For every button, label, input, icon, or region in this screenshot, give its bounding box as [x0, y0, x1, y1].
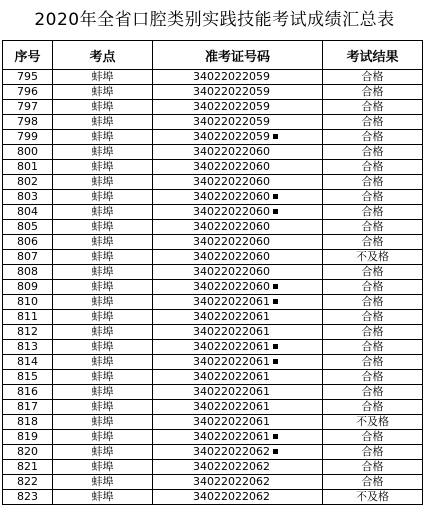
- cell-number: 815: [3, 370, 53, 385]
- cell-site: 蚌埠: [53, 280, 153, 295]
- cell-number: 821: [3, 460, 53, 475]
- cell-site: 蚌埠: [53, 355, 153, 370]
- exam-id-text: 34022022060: [193, 220, 270, 233]
- exam-id-text: 34022022061: [193, 385, 270, 398]
- cell-site: 蚌埠: [53, 295, 153, 310]
- table-row: [3, 220, 423, 235]
- cell-number: 818: [3, 415, 53, 430]
- results-sheet: [0, 40, 429, 503]
- cell-result: 合格: [323, 385, 423, 400]
- redaction-mark: [273, 134, 278, 139]
- cell-number: 812: [3, 325, 53, 340]
- table-row: [3, 115, 423, 130]
- exam-id-text: 34022022059: [193, 100, 270, 113]
- table-row: [3, 70, 423, 85]
- table-row: [3, 190, 423, 205]
- cell-exam-id: [153, 490, 323, 505]
- cell-site: 蚌埠: [53, 340, 153, 355]
- exam-id-text: 34022022060: [193, 145, 270, 158]
- cell-result: 合格: [323, 280, 423, 295]
- cell-site: 蚌埠: [53, 325, 153, 340]
- table-row: [3, 280, 423, 295]
- table-row: [3, 385, 423, 400]
- exam-id-text: 34022022060: [193, 235, 270, 248]
- redaction-mark: [273, 194, 278, 199]
- exam-id-text: 34022022059: [193, 115, 270, 128]
- cell-number: 807: [3, 250, 53, 265]
- cell-site: 蚌埠: [53, 160, 153, 175]
- table-row: [3, 415, 423, 430]
- redaction-mark: [273, 434, 278, 439]
- cell-result: 合格: [323, 265, 423, 280]
- cell-exam-id: [153, 370, 323, 385]
- table-row: [3, 100, 423, 115]
- cell-number: 811: [3, 310, 53, 325]
- cell-number: 805: [3, 220, 53, 235]
- cell-exam-id: [153, 430, 323, 445]
- col-header-result: 考试结果: [323, 41, 423, 70]
- cell-site: 蚌埠: [53, 205, 153, 220]
- cell-number: 800: [3, 145, 53, 160]
- table-row: [3, 265, 423, 280]
- page-title: 2020年全省口腔类别实践技能考试成绩汇总表: [34, 10, 395, 30]
- redaction-mark: [273, 344, 278, 349]
- cell-exam-id: [153, 220, 323, 235]
- cell-exam-id: [153, 160, 323, 175]
- cell-number: 804: [3, 205, 53, 220]
- table-row: [3, 400, 423, 415]
- exam-id-text: 34022022062: [193, 490, 270, 503]
- cell-site: 蚌埠: [53, 430, 153, 445]
- cell-site: 蚌埠: [53, 100, 153, 115]
- table-row: [3, 295, 423, 310]
- cell-number: 823: [3, 490, 53, 505]
- cell-result: 合格: [323, 130, 423, 145]
- col-header-site: 考点: [53, 41, 153, 70]
- exam-id-text: 34022022061: [193, 325, 270, 338]
- cell-exam-id: [153, 130, 323, 145]
- header-row: [3, 41, 423, 70]
- cell-site: 蚌埠: [53, 145, 153, 160]
- exam-id-text: 34022022059: [193, 85, 270, 98]
- cell-site: 蚌埠: [53, 175, 153, 190]
- exam-id-text: 34022022060: [193, 280, 270, 293]
- cell-site: 蚌埠: [53, 70, 153, 85]
- redaction-mark: [273, 209, 278, 214]
- cell-result: 合格: [323, 220, 423, 235]
- table-row: [3, 130, 423, 145]
- cell-result: 合格: [323, 340, 423, 355]
- exam-id-text: 34022022060: [193, 190, 270, 203]
- cell-number: 822: [3, 475, 53, 490]
- cell-site: 蚌埠: [53, 385, 153, 400]
- cell-site: 蚌埠: [53, 400, 153, 415]
- table-row: [3, 205, 423, 220]
- cell-result: 合格: [323, 145, 423, 160]
- cell-exam-id: [153, 190, 323, 205]
- exam-id-text: 34022022062: [193, 445, 270, 458]
- cell-exam-id: [153, 310, 323, 325]
- cell-number: 817: [3, 400, 53, 415]
- cell-exam-id: [153, 145, 323, 160]
- exam-id-text: 34022022060: [193, 160, 270, 173]
- table-row: [3, 325, 423, 340]
- cell-result: 合格: [323, 445, 423, 460]
- exam-id-text: 34022022061: [193, 370, 270, 383]
- cell-exam-id: [153, 265, 323, 280]
- cell-exam-id: [153, 280, 323, 295]
- cell-number: 806: [3, 235, 53, 250]
- cell-site: 蚌埠: [53, 460, 153, 475]
- cell-site: 蚌埠: [53, 130, 153, 145]
- table-row: [3, 370, 423, 385]
- cell-result: 合格: [323, 160, 423, 175]
- cell-exam-id: [153, 400, 323, 415]
- cell-number: 816: [3, 385, 53, 400]
- cell-site: 蚌埠: [53, 490, 153, 505]
- cell-exam-id: [153, 445, 323, 460]
- cell-number: 799: [3, 130, 53, 145]
- cell-exam-id: [153, 415, 323, 430]
- exam-id-text: 34022022062: [193, 475, 270, 488]
- cell-site: 蚌埠: [53, 265, 153, 280]
- cell-exam-id: [153, 205, 323, 220]
- cell-exam-id: [153, 70, 323, 85]
- cell-site: 蚌埠: [53, 235, 153, 250]
- exam-id-text: 34022022060: [193, 265, 270, 278]
- table-row: [3, 175, 423, 190]
- table-row: [3, 355, 423, 370]
- table-row: [3, 310, 423, 325]
- cell-exam-id: [153, 460, 323, 475]
- col-header-exam-id: 准考证号码: [153, 41, 323, 70]
- redaction-mark: [273, 284, 278, 289]
- cell-result: 合格: [323, 205, 423, 220]
- exam-id-text: 34022022060: [193, 250, 270, 263]
- results-table: [2, 40, 423, 505]
- cell-exam-id: [153, 355, 323, 370]
- exam-id-text: 34022022061: [193, 310, 270, 323]
- table-row: [3, 160, 423, 175]
- cell-number: 801: [3, 160, 53, 175]
- exam-id-text: 34022022059: [193, 70, 270, 83]
- table-row: [3, 85, 423, 100]
- exam-id-text: 34022022061: [193, 340, 270, 353]
- cell-number: 810: [3, 295, 53, 310]
- cell-result: 合格: [323, 190, 423, 205]
- cell-site: 蚌埠: [53, 415, 153, 430]
- cell-exam-id: [153, 340, 323, 355]
- cell-site: 蚌埠: [53, 310, 153, 325]
- col-header-number: 序号: [3, 41, 53, 70]
- redaction-mark: [273, 449, 278, 454]
- cell-result: 合格: [323, 430, 423, 445]
- cell-site: 蚌埠: [53, 475, 153, 490]
- cell-site: 蚌埠: [53, 220, 153, 235]
- table-row: [3, 490, 423, 505]
- cell-result: 合格: [323, 355, 423, 370]
- exam-id-text: 34022022060: [193, 175, 270, 188]
- cell-result: 合格: [323, 100, 423, 115]
- table-body: [3, 70, 423, 505]
- cell-exam-id: [153, 475, 323, 490]
- exam-id-text: 34022022061: [193, 400, 270, 413]
- cell-result: 合格: [323, 400, 423, 415]
- cell-number: 796: [3, 85, 53, 100]
- table-row: [3, 430, 423, 445]
- cell-number: 798: [3, 115, 53, 130]
- exam-id-text: 34022022062: [193, 460, 270, 473]
- table-row: [3, 475, 423, 490]
- table-row: [3, 145, 423, 160]
- cell-result: 合格: [323, 175, 423, 190]
- table-row: [3, 460, 423, 475]
- cell-exam-id: [153, 295, 323, 310]
- table-row: [3, 250, 423, 265]
- cell-number: 819: [3, 430, 53, 445]
- cell-result: 合格: [323, 70, 423, 85]
- cell-site: 蚌埠: [53, 115, 153, 130]
- cell-exam-id: [153, 325, 323, 340]
- cell-result: 合格: [323, 475, 423, 490]
- cell-exam-id: [153, 175, 323, 190]
- cell-number: 814: [3, 355, 53, 370]
- cell-site: 蚌埠: [53, 85, 153, 100]
- cell-number: 808: [3, 265, 53, 280]
- cell-result: 不及格: [323, 250, 423, 265]
- cell-result: 合格: [323, 370, 423, 385]
- cell-site: 蚌埠: [53, 190, 153, 205]
- cell-site: 蚌埠: [53, 250, 153, 265]
- cell-exam-id: [153, 385, 323, 400]
- cell-exam-id: [153, 235, 323, 250]
- cell-exam-id: [153, 115, 323, 130]
- cell-result: 合格: [323, 460, 423, 475]
- cell-exam-id: [153, 85, 323, 100]
- table-row: [3, 340, 423, 355]
- cell-result: 不及格: [323, 490, 423, 505]
- cell-number: 813: [3, 340, 53, 355]
- cell-site: 蚌埠: [53, 445, 153, 460]
- cell-result: 不及格: [323, 415, 423, 430]
- cell-exam-id: [153, 250, 323, 265]
- table-row: [3, 445, 423, 460]
- cell-site: 蚌埠: [53, 370, 153, 385]
- cell-result: 合格: [323, 85, 423, 100]
- cell-exam-id: [153, 100, 323, 115]
- exam-id-text: 34022022061: [193, 295, 270, 308]
- cell-number: 803: [3, 190, 53, 205]
- cell-result: 合格: [323, 295, 423, 310]
- cell-result: 合格: [323, 310, 423, 325]
- cell-result: 合格: [323, 115, 423, 130]
- cell-result: 合格: [323, 325, 423, 340]
- exam-id-text: 34022022060: [193, 205, 270, 218]
- cell-result: 合格: [323, 235, 423, 250]
- redaction-mark: [273, 299, 278, 304]
- cell-number: 802: [3, 175, 53, 190]
- table-row: [3, 235, 423, 250]
- cell-number: 795: [3, 70, 53, 85]
- cell-number: 797: [3, 100, 53, 115]
- exam-id-text: 34022022061: [193, 355, 270, 368]
- redaction-mark: [273, 359, 278, 364]
- exam-id-text: 34022022061: [193, 415, 270, 428]
- exam-id-text: 34022022059: [193, 130, 270, 143]
- cell-number: 809: [3, 280, 53, 295]
- cell-number: 820: [3, 445, 53, 460]
- exam-id-text: 34022022061: [193, 430, 270, 443]
